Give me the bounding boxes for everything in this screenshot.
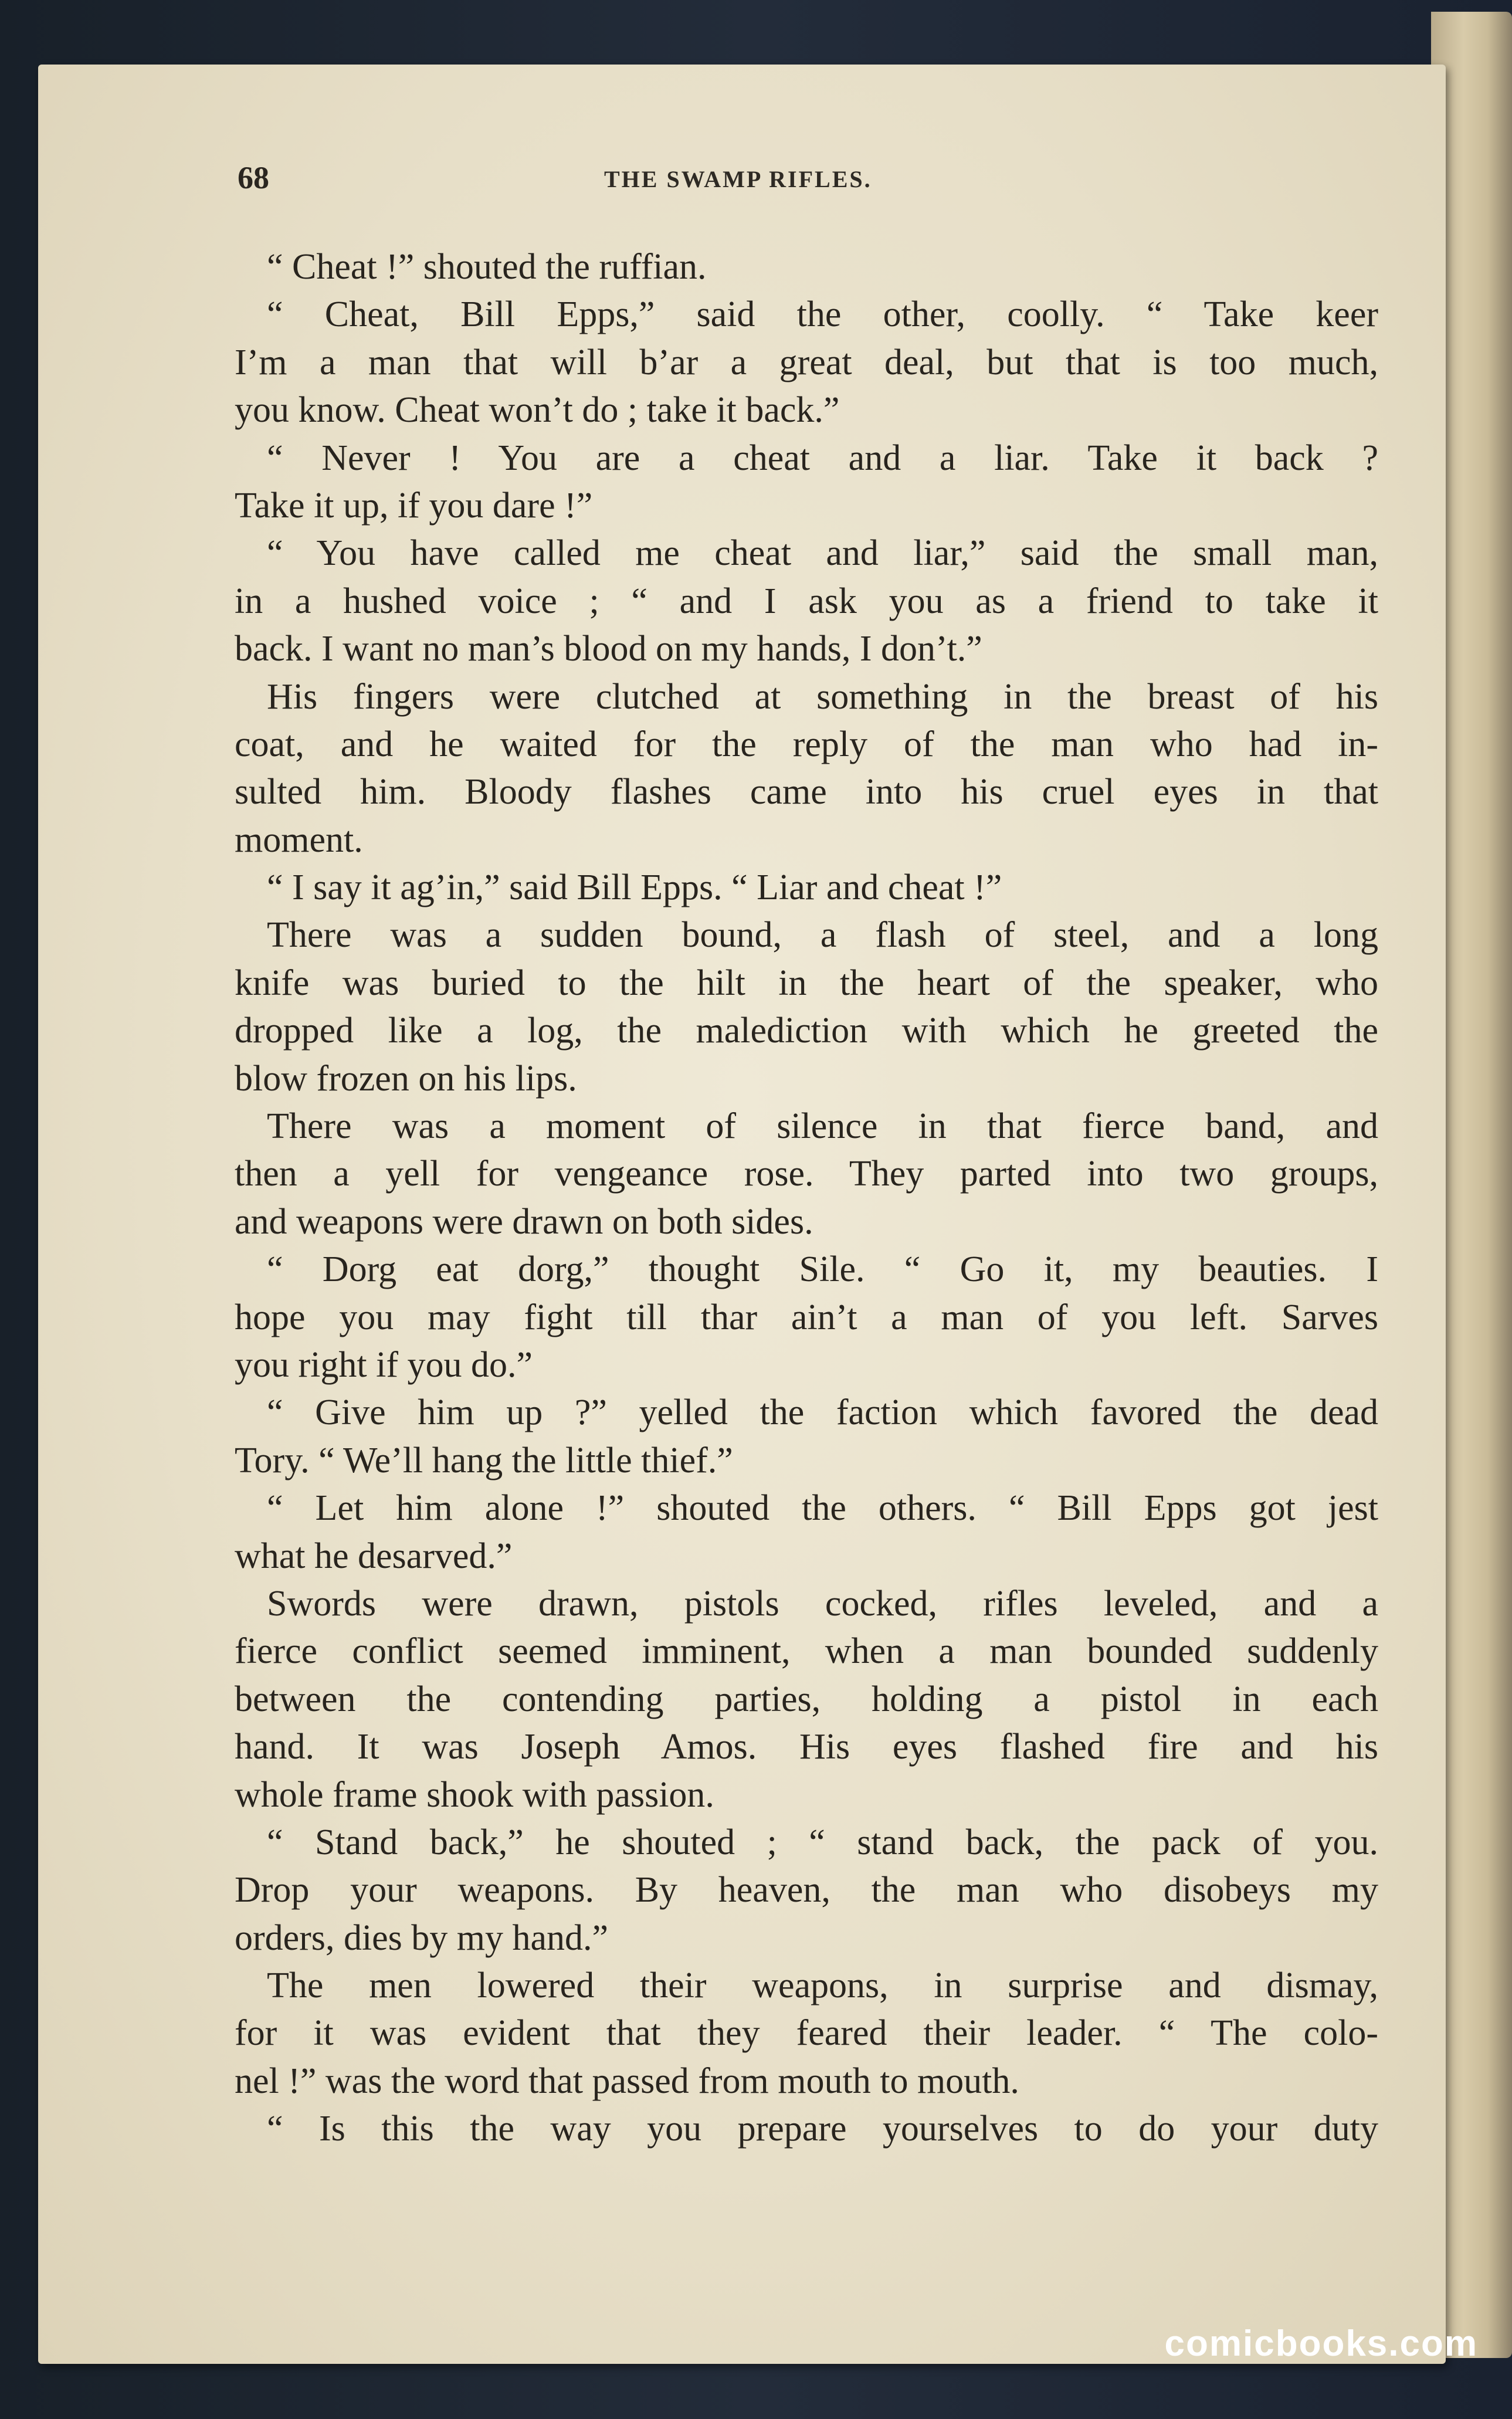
- text-line: Drop your weapons. By heaven, the man who disobeys my: [235, 1870, 1378, 1910]
- text-line: “ Dorg eat dorg,” thought Sile. “ Go it, my beauties. I: [267, 1249, 1378, 1290]
- text-line: orders, dies by my hand.”: [235, 1917, 609, 1958]
- text-line: in a hushed voice ; “ and I ask you as a friend to take it: [235, 581, 1378, 621]
- text-line: “ Is this the way you prepare yourselves to do your duty: [267, 2109, 1378, 2149]
- text-line: you right if you do.”: [235, 1344, 533, 1385]
- text-line: “ Give him up ?” yelled the faction which favored the dead: [267, 1393, 1378, 1433]
- text-line: and weapons were drawn on both sides.: [235, 1201, 813, 1242]
- page-number: 68: [238, 160, 269, 195]
- text-line: I’m a man that will b’ar a great deal, but that is too much,: [235, 342, 1378, 382]
- text-line: “ You have called me cheat and liar,” said the small man,: [267, 533, 1378, 574]
- text-line: There was a sudden bound, a flash of steel, and a long: [267, 915, 1378, 956]
- text-line: “ Cheat !” shouted the ruffian.: [267, 247, 707, 287]
- page-header: [238, 160, 1411, 206]
- text-line: hope you may fight till thar ain’t a man of you left. Sarves: [235, 1297, 1378, 1337]
- text-line: “ I say it ag’in,” said Bill Epps. “ Liar and cheat !”: [267, 868, 1002, 908]
- text-line: blow frozen on his lips.: [235, 1058, 577, 1099]
- text-line: nel !” was the word that passed from mouth to mouth.: [235, 2061, 1019, 2101]
- text-line: sulted him. Bloody flashes came into his cruel eyes in that: [235, 772, 1378, 812]
- text-line: dropped like a log, the malediction with which he greeted the: [235, 1011, 1378, 1051]
- text-line: “ Stand back,” he shouted ; “ stand back, the pack of you.: [267, 1822, 1378, 1862]
- text-line: His fingers were clutched at something in the breast of his: [267, 676, 1378, 717]
- text-line: Take it up, if you dare !”: [235, 485, 593, 526]
- text-line: hand. It was Joseph Amos. His eyes flashed fire and his: [235, 1727, 1378, 1767]
- text-line: There was a moment of silence in that fierce band, and: [267, 1106, 1378, 1147]
- text-line: moment.: [235, 819, 363, 860]
- text-line: “ Cheat, Bill Epps,” said the other, coolly. “ Take keer: [267, 294, 1378, 335]
- text-line: fierce conflict seemed imminent, when a man bounded suddenly: [235, 1631, 1378, 1672]
- text-line: Swords were drawn, pistols cocked, rifles leveled, and a: [267, 1583, 1378, 1624]
- text-line: “ Let him alone !” shouted the others. “ Bill Epps got jest: [267, 1488, 1378, 1529]
- text-line: coat, and he waited for the reply of the man who had in-: [235, 724, 1378, 764]
- body-text: [235, 243, 1378, 2153]
- watermark: comicbooks.com: [1164, 2323, 1478, 2364]
- text-line: between the contending parties, holding a pistol in each: [235, 1679, 1378, 1719]
- text-line: for it was evident that they feared their leader. “ The colo-: [235, 2013, 1378, 2054]
- text-line: whole frame shook with passion.: [235, 1774, 714, 1815]
- text-line: back. I want no man’s blood on my hands, I don’t.”: [235, 629, 982, 669]
- text-line: what he desarved.”: [235, 1536, 513, 1576]
- text-line: you know. Cheat won’t do ; take it back.”: [235, 390, 840, 431]
- text-line: then a yell for vengeance rose. They parted into two groups,: [235, 1154, 1378, 1194]
- text-line: knife was buried to the hilt in the heart of the speaker, who: [235, 963, 1378, 1003]
- text-line: The men lowered their weapons, in surprise and dismay,: [267, 1966, 1378, 2006]
- text-line: Tory. “ We’ll hang the little thief.”: [235, 1440, 733, 1480]
- running-title: THE SWAMP RIFLES.: [604, 166, 872, 192]
- text-line: “ Never ! You are a cheat and a liar. Take it back ?: [267, 438, 1378, 478]
